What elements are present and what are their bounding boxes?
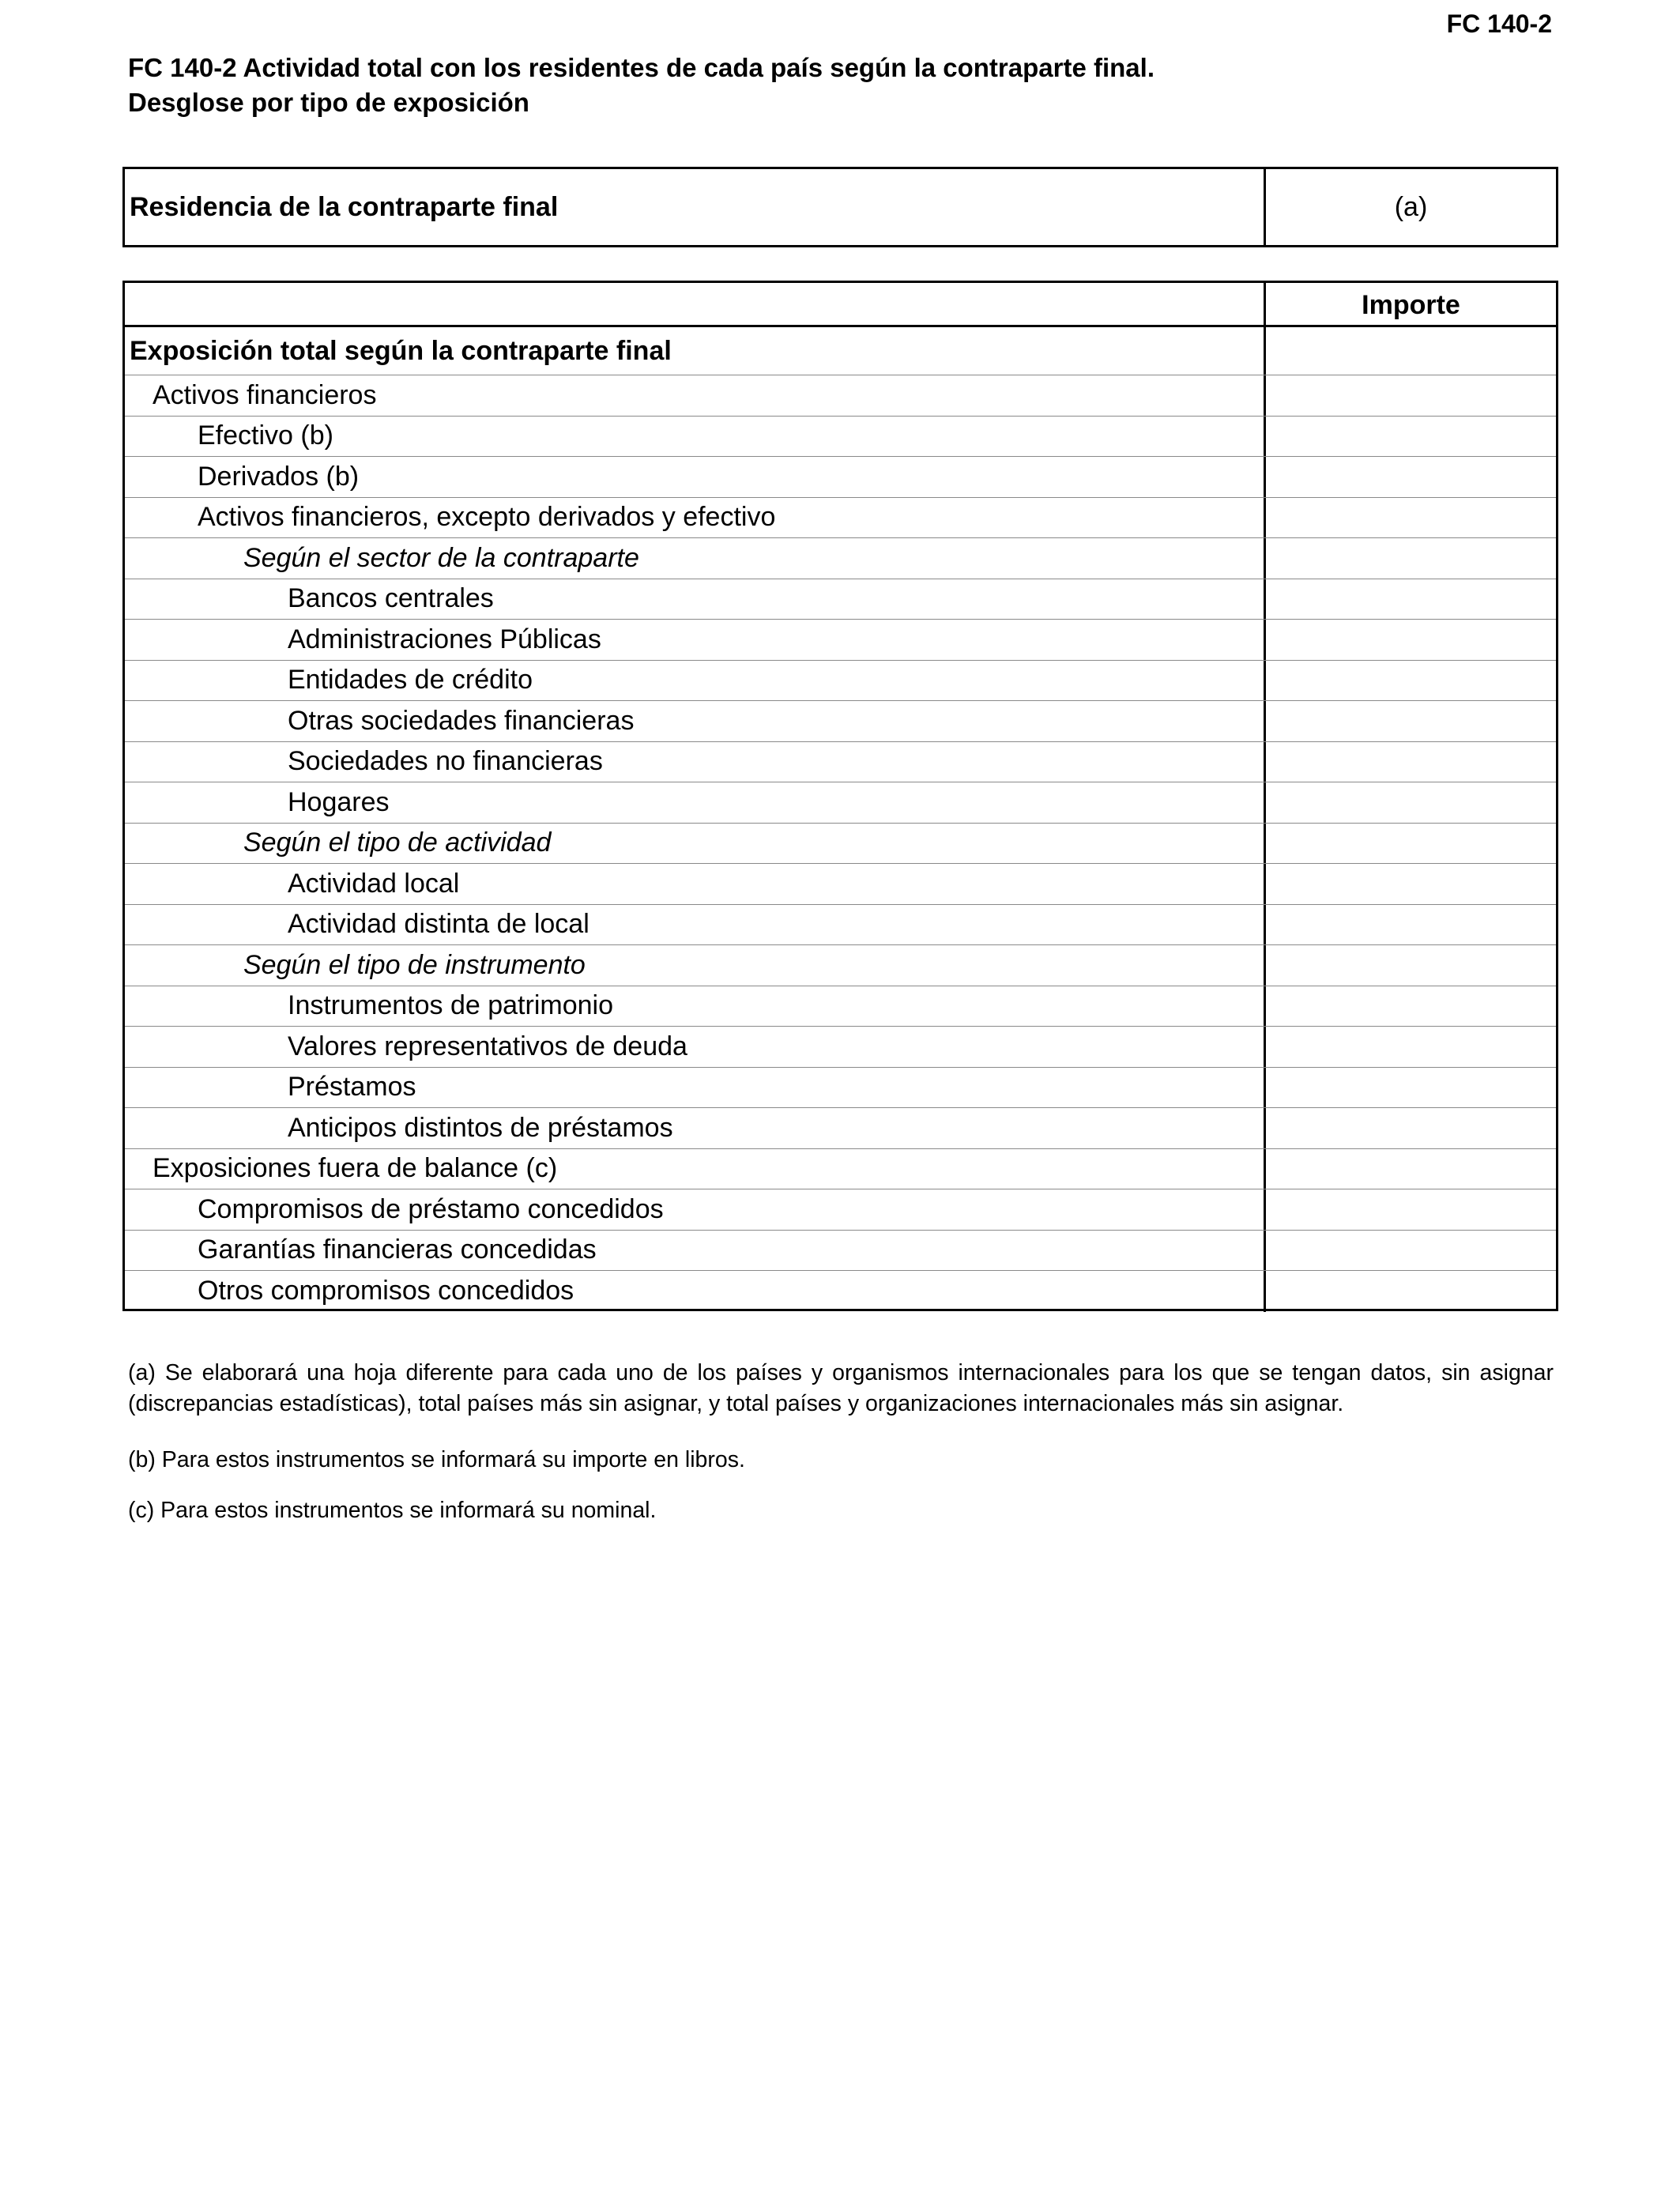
table-row	[125, 375, 1556, 417]
amount-cell[interactable]	[1266, 327, 1556, 375]
residence-table	[122, 167, 1558, 247]
row-label: Anticipos distintos de préstamos	[125, 1108, 1266, 1148]
table-row	[125, 498, 1556, 539]
amount-cell[interactable]	[1266, 498, 1556, 538]
amount-cell[interactable]	[1266, 701, 1556, 741]
table-row	[125, 327, 1556, 375]
row-label: Valores representativos de deuda	[125, 1027, 1266, 1067]
footnote-a: (a) Se elaborará una hoja diferente para cada uno de los países y organismos internacionales para los que se tengan datos, sin asignar (discrepancias estadísticas), total países más sin asignar, y total países y organizaciones internacionales más sin asignar.	[128, 1360, 1554, 1416]
form-code: FC 140-2	[1446, 9, 1552, 38]
table-row	[125, 1149, 1556, 1190]
footnotes	[128, 1358, 1554, 1546]
amount-cell[interactable]	[1266, 1271, 1556, 1312]
row-label: Entidades de crédito	[125, 661, 1266, 701]
table-row	[125, 1027, 1556, 1068]
amount-cell[interactable]	[1266, 1231, 1556, 1271]
amount-cell[interactable]	[1266, 905, 1556, 945]
amount-cell[interactable]	[1266, 661, 1556, 701]
table-row	[125, 620, 1556, 661]
table-row	[125, 742, 1556, 783]
row-label: Según el tipo de instrumento	[125, 945, 1266, 986]
row-label: Administraciones Públicas	[125, 620, 1266, 660]
table-row	[125, 1108, 1556, 1149]
table-row	[125, 986, 1556, 1027]
row-label: Hogares	[125, 782, 1266, 823]
table-row	[125, 701, 1556, 742]
row-label: Bancos centrales	[125, 579, 1266, 620]
amount-cell[interactable]	[1266, 986, 1556, 1027]
exposure-table	[122, 281, 1558, 1311]
row-label: Activos financieros	[125, 375, 1266, 416]
table-row	[125, 417, 1556, 458]
amount-cell[interactable]	[1266, 1149, 1556, 1189]
row-label: Derivados (b)	[125, 457, 1266, 497]
table-row	[125, 1189, 1556, 1231]
column-header-importe: Importe	[1362, 290, 1460, 320]
amount-cell[interactable]	[1266, 824, 1556, 864]
row-label: Según el tipo de actividad	[125, 824, 1266, 864]
table-row	[125, 538, 1556, 579]
header-blank-cell	[125, 283, 1266, 325]
table-row	[125, 864, 1556, 905]
title-line-2: Desglose por tipo de exposición	[128, 88, 529, 117]
footnote-b: (b) Para estos instrumentos se informará su importe en libros.	[128, 1447, 745, 1472]
table-row	[125, 782, 1556, 824]
table-row	[125, 1231, 1556, 1272]
footnote-c: (c) Para estos instrumentos se informará su nominal.	[128, 1498, 657, 1523]
table-row	[125, 661, 1556, 702]
residence-value: (a)	[1394, 191, 1428, 222]
amount-cell[interactable]	[1266, 457, 1556, 497]
amount-cell[interactable]	[1266, 782, 1556, 823]
amount-cell[interactable]	[1266, 742, 1556, 782]
row-label: Préstamos	[125, 1068, 1266, 1108]
title-line-1: FC 140-2 Actividad total con los residentes de cada país según la contraparte final.	[128, 53, 1155, 82]
amount-cell[interactable]	[1266, 1068, 1556, 1108]
residence-label: Residencia de la contraparte final	[125, 169, 1266, 245]
amount-cell[interactable]	[1266, 945, 1556, 986]
amount-cell[interactable]	[1266, 620, 1556, 660]
amount-cell[interactable]	[1266, 417, 1556, 457]
row-label: Efectivo (b)	[125, 417, 1266, 457]
row-label: Instrumentos de patrimonio	[125, 986, 1266, 1027]
table-row	[125, 824, 1556, 865]
page-title	[128, 51, 1155, 120]
amount-cell[interactable]	[1266, 1189, 1556, 1230]
amount-cell[interactable]	[1266, 1108, 1556, 1148]
amount-cell[interactable]	[1266, 1027, 1556, 1067]
table-row	[125, 905, 1556, 946]
table-row	[125, 457, 1556, 498]
row-label: Otros compromisos concedidos	[125, 1271, 1266, 1312]
row-label: Otras sociedades financieras	[125, 701, 1266, 741]
row-label: Exposición total según la contraparte final	[125, 327, 1266, 375]
row-label: Garantías financieras concedidas	[125, 1231, 1266, 1271]
row-label: Activos financieros, excepto derivados y efectivo	[125, 498, 1266, 538]
table-row	[125, 1068, 1556, 1109]
row-label: Compromisos de préstamo concedidos	[125, 1189, 1266, 1230]
amount-cell[interactable]	[1266, 538, 1556, 579]
table-header	[125, 283, 1556, 327]
row-label: Actividad local	[125, 864, 1266, 904]
amount-cell[interactable]	[1266, 579, 1556, 620]
row-label: Según el sector de la contraparte	[125, 538, 1266, 579]
amount-cell[interactable]	[1266, 864, 1556, 904]
table-row	[125, 579, 1556, 620]
row-label: Exposiciones fuera de balance (c)	[125, 1149, 1266, 1189]
amount-cell[interactable]	[1266, 375, 1556, 416]
row-label: Actividad distinta de local	[125, 905, 1266, 945]
table-row	[125, 945, 1556, 986]
table-row	[125, 1271, 1556, 1312]
row-label: Sociedades no financieras	[125, 742, 1266, 782]
